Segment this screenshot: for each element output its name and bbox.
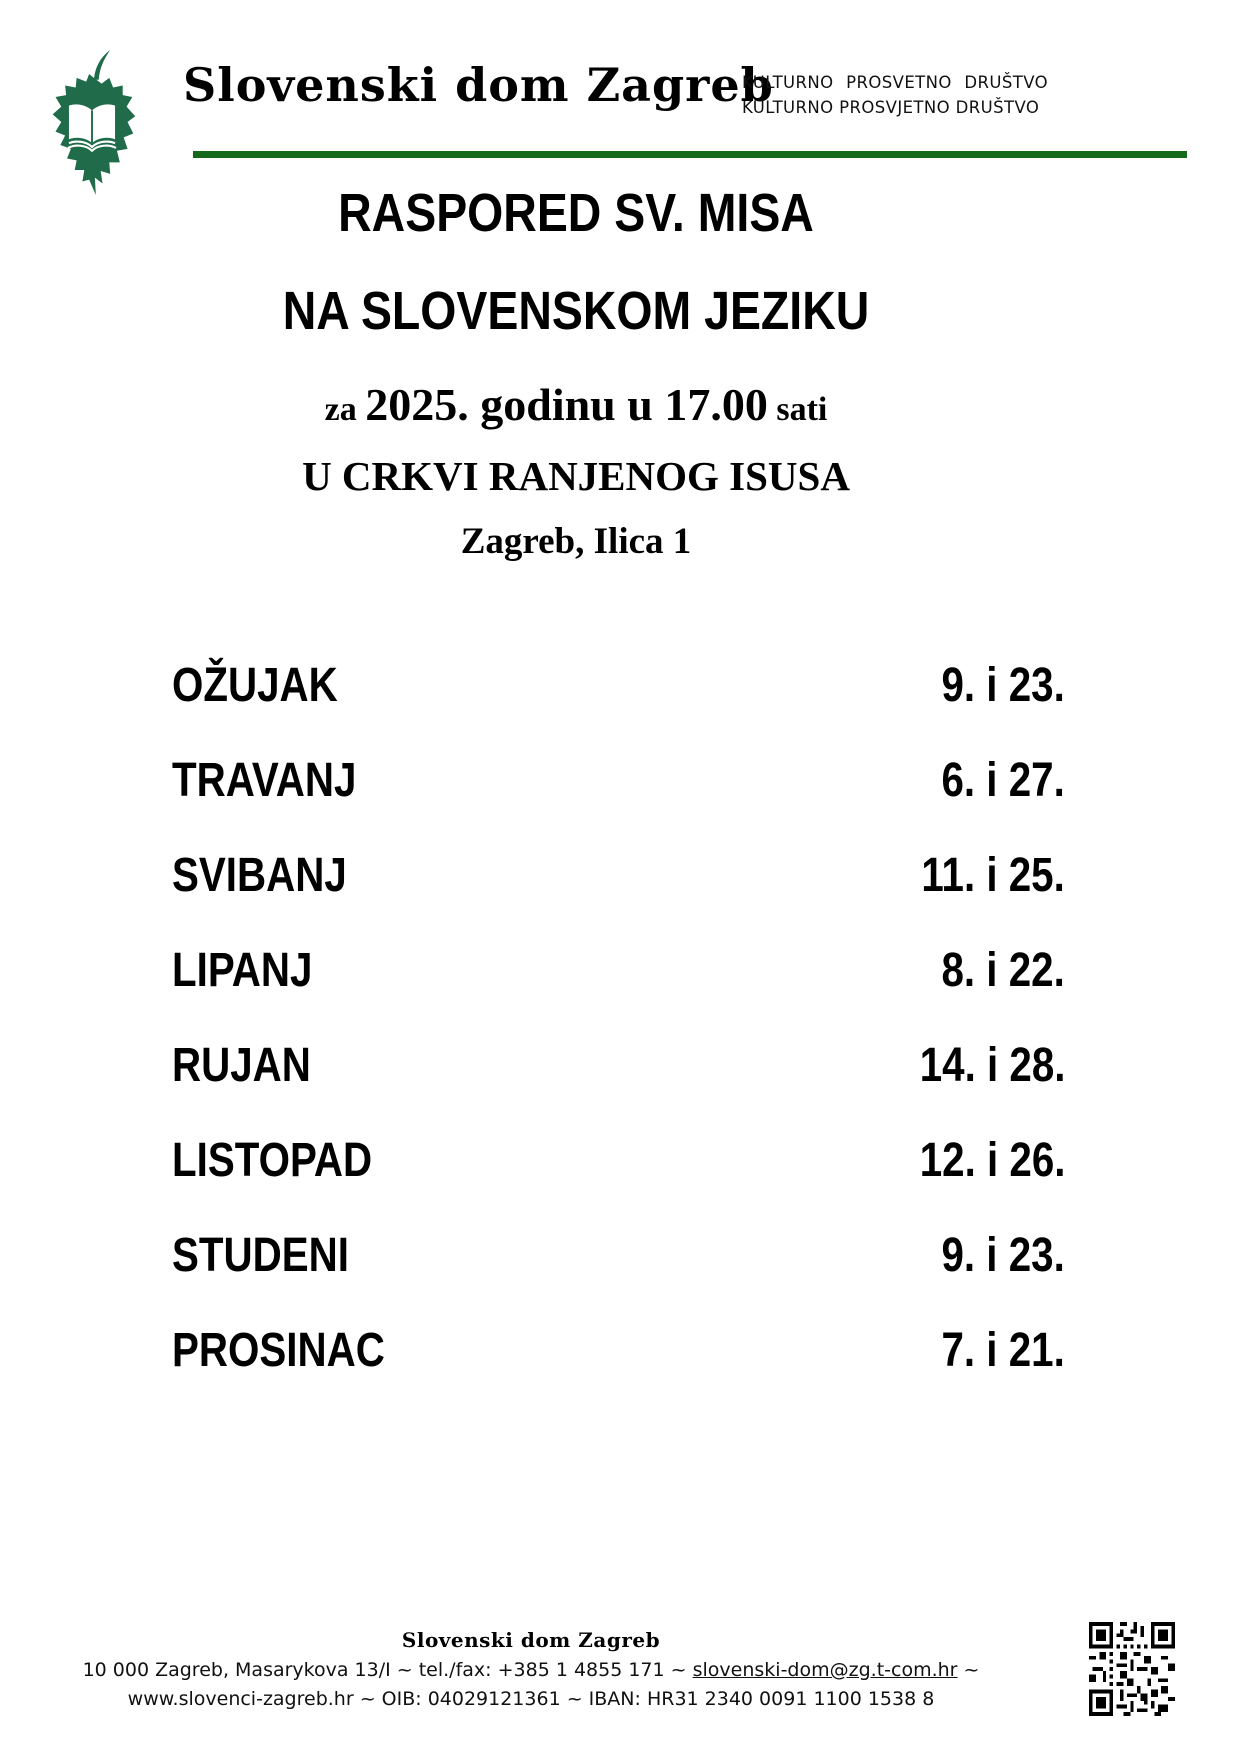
dates-value: 12. i 26. [919, 1134, 1065, 1187]
dates-value: 9. i 23. [941, 659, 1065, 712]
month-label: RUJAN [172, 1039, 311, 1092]
schedule-row-studeni [172, 1229, 1065, 1282]
dates-value: 11. i 25. [921, 849, 1065, 902]
month-label: STUDENI [172, 1229, 349, 1282]
schedule-row-travanj [172, 754, 1065, 807]
month-label: PROSINAC [172, 1324, 385, 1377]
year-time-suffix: sati [767, 391, 828, 428]
footer-address-phone: 10 000 Zagreb, Masarykova 13/I ~ tel./fax: +385 1 4855 171 ~ [82, 1659, 693, 1681]
schedule-row-listopad [172, 1134, 1065, 1187]
month-label: LIPANJ [172, 944, 313, 997]
month-label: TRAVANJ [172, 754, 357, 807]
dates-value: 6. i 27. [941, 754, 1065, 807]
month-label: LISTOPAD [172, 1134, 373, 1187]
year-time-line [170, 379, 982, 430]
schedule-row-svibanj [172, 849, 1065, 902]
footer-block [0, 1628, 1062, 1714]
church-line: U CRKVI RANJENOG ISUSA [302, 453, 850, 499]
month-label: OŽUJAK [172, 659, 338, 712]
email-link[interactable]: slovenski-dom@zg.t-com.hr [692, 1659, 958, 1681]
main-title-line-2: NA SLOVENSKOM JEZIKU [282, 281, 870, 341]
linden-leaf-open-book-logo-icon [44, 44, 140, 200]
footer-org-name: Slovenski dom Zagreb [401, 1628, 661, 1652]
year-time-prefix: za [324, 391, 366, 428]
dates-value: 7. i 21. [941, 1324, 1065, 1377]
schedule-row-ozujak [172, 659, 1065, 712]
address-line: Zagreb, Ilica 1 [460, 521, 692, 562]
schedule-row-rujan [172, 1039, 1065, 1092]
footer-tilde: ~ [957, 1659, 980, 1681]
schedule-row-prosinac [172, 1324, 1065, 1377]
dates-value: 14. i 28. [919, 1039, 1065, 1092]
society-line-2: KULTURNO PROSVJETNO DRUŠTVO [742, 98, 1040, 117]
main-title-line-1: RASPORED SV. MISA [338, 183, 814, 243]
society-name-block [742, 70, 1048, 120]
header-divider [193, 151, 1187, 158]
footer-id-line: www.slovenci-zagreb.hr ~ OIB: 04029121361 ~ IBAN: HR31 2340 0091 1100 1538 8 [127, 1688, 935, 1710]
footer-contact-line [0, 1656, 1062, 1685]
dates-value: 8. i 22. [941, 944, 1065, 997]
title-block [170, 183, 982, 562]
org-title: Slovenski dom Zagreb [183, 58, 774, 112]
dates-value: 9. i 23. [941, 1229, 1065, 1282]
month-label: SVIBANJ [172, 849, 347, 902]
year-time-main: 2025. godinu u 17.00 [365, 379, 768, 430]
qr-code-icon [1089, 1622, 1175, 1716]
society-line-1: KULTURNO PROSVETNO DRUŠTVO [742, 73, 1048, 92]
schedule-row-lipanj [172, 944, 1065, 997]
mass-schedule [172, 659, 1065, 1422]
